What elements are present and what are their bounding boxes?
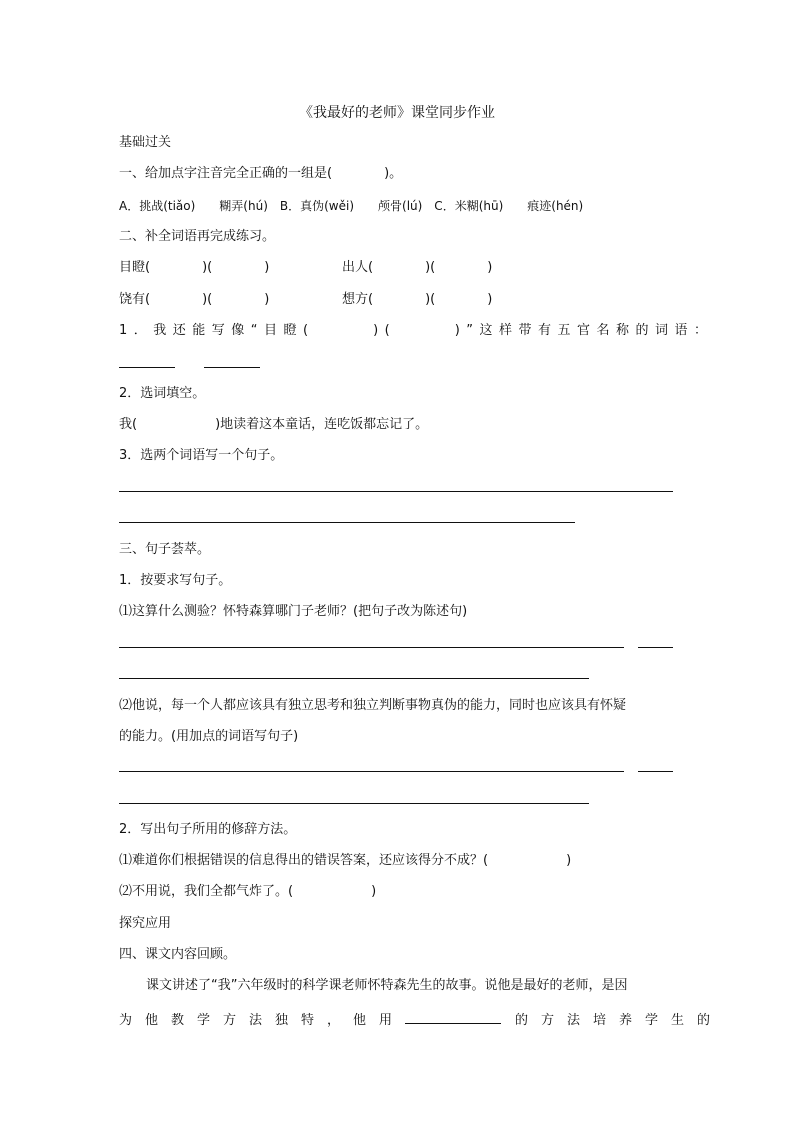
idiom-row-2-right: 想方( )( ): [342, 292, 493, 307]
sentence-task-1: ⑴这算什么测验？怀特森算哪门子老师？(把句子改为陈述句): [119, 604, 468, 619]
question-2-sub2-fill: 我( )地读着这本童话，连吃饭都忘记了。: [119, 417, 429, 432]
idiom-row-1-left: 目瞪( )( ): [119, 260, 270, 275]
answer-line: [119, 771, 624, 772]
answer-line: [119, 803, 589, 804]
answer-line: [638, 771, 673, 772]
idiom-row-1-right: 出人( )( ): [342, 260, 493, 275]
answer-line: [119, 367, 175, 368]
review-paragraph-line-2: [119, 1009, 723, 1030]
review-paragraph-line-2-start: 为他教学方法独特，他用: [119, 1013, 406, 1028]
answer-line: [119, 678, 589, 679]
page-title: 《我最好的老师》课堂同步作业: [299, 105, 495, 121]
answer-line: [638, 647, 673, 648]
question-1-options: A．挑战(tiǎo) 糊弄(hú) B．真伪(wěi) 颅骨(lú) C．米糊(hū) 痕迹(hén): [119, 199, 584, 213]
answer-line: [119, 647, 624, 648]
answer-line: [119, 522, 575, 523]
section-heading-basic: 基础过关: [119, 135, 172, 150]
fill-blank: [405, 1009, 501, 1024]
question-2-sub3: 3．选两个词语写一个句子。: [119, 448, 284, 463]
question-2-stem: 二、补全词语再完成练习。: [119, 229, 276, 244]
question-3-sub2: 2．写出句子所用的修辞方法。: [119, 822, 297, 837]
review-paragraph-line-1: 课文讲述了“我”六年级时的科学课老师怀特森先生的故事。说他是最好的老师，是因: [146, 978, 628, 993]
question-3-sub1: 1．按要求写句子。: [119, 573, 232, 588]
question-3-stem: 三、句子荟萃。: [119, 542, 211, 557]
section-heading-explore: 探究应用: [119, 916, 172, 931]
question-4-stem: 四、课文内容回顾。: [119, 947, 237, 962]
question-1-stem: 一、给加点字注音完全正确的一组是( )。: [119, 166, 403, 181]
question-2-sub1: 1．我还能写像“目瞪( )( )”这样带有五官名称的词语：: [119, 323, 714, 338]
sentence-task-2-line-1: ⑵他说，每一个人都应该具有独立思考和独立判断事物真伪的能力，同时也应该具有怀疑: [119, 698, 627, 713]
question-2-sub2: 2．选词填空。: [119, 386, 206, 401]
answer-line: [204, 367, 260, 368]
idiom-row-2-left: 饶有( )( ): [119, 292, 270, 307]
rhetoric-task-1: ⑴难道你们根据错误的信息得出的错误答案，还应该得分不成？( ): [119, 853, 572, 868]
answer-line: [119, 491, 673, 492]
rhetoric-task-2: ⑵不用说，我们全都气炸了。( ): [119, 884, 377, 899]
sentence-task-2-line-2: 的能力。(用加点的词语写句子): [119, 729, 299, 744]
review-paragraph-line-2-end: 的方法培养学生的: [515, 1013, 724, 1028]
